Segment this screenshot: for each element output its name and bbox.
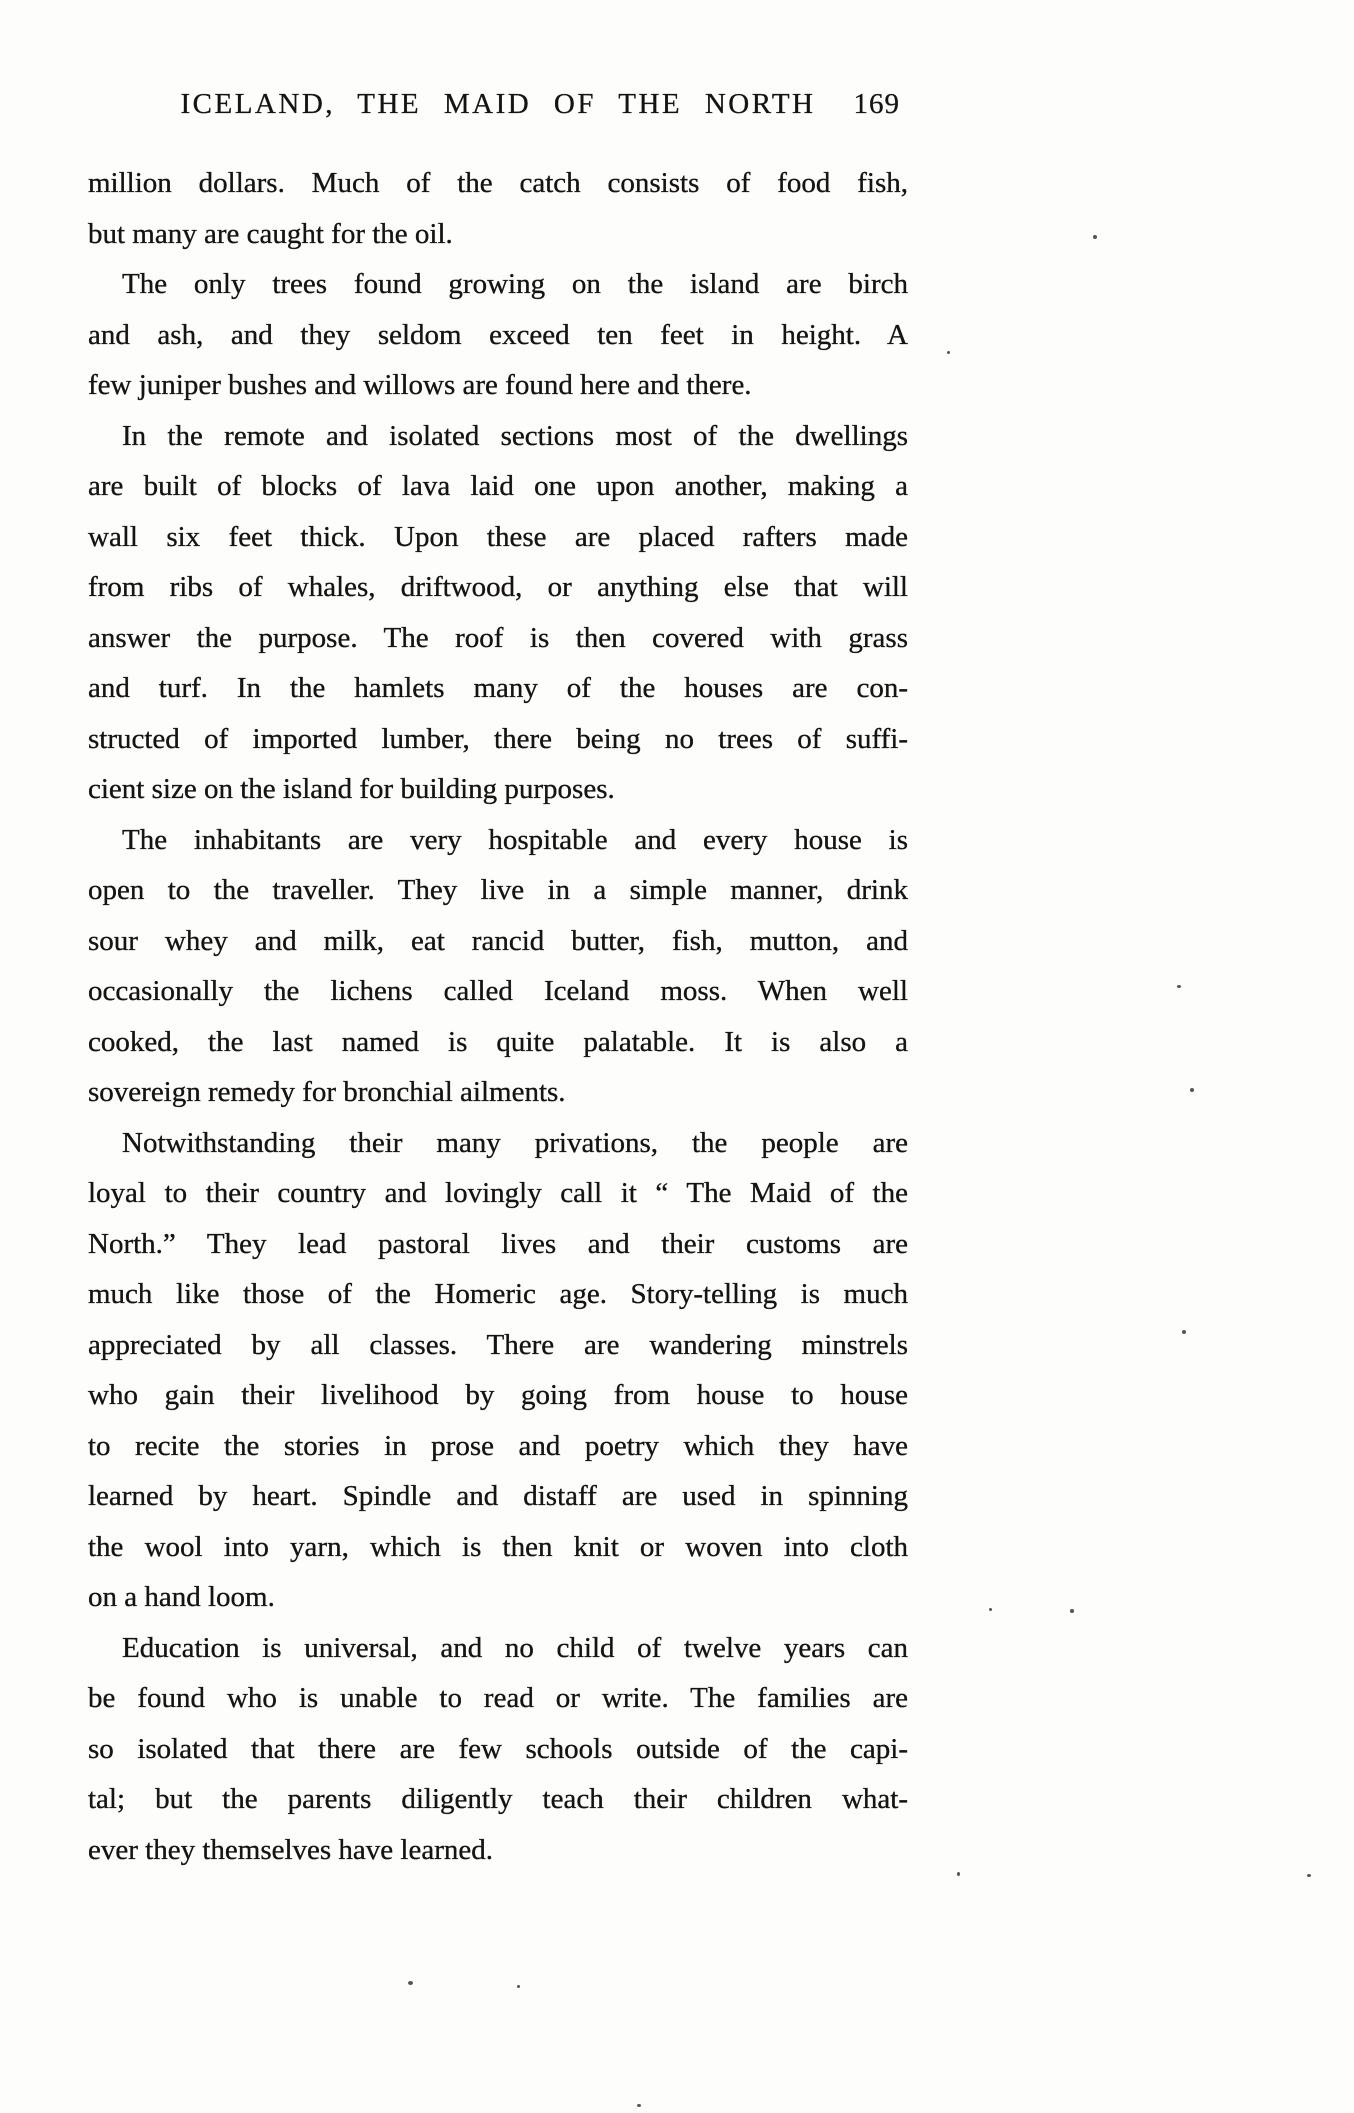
text-line: much like those of the Homeric age. Story-telling is much	[88, 1278, 908, 1310]
scan-speck	[1093, 235, 1097, 239]
text-line: who gain their livelihood by going from house to house	[88, 1379, 908, 1411]
text-line: appreciated by all classes. There are wandering minstrels	[88, 1328, 908, 1361]
scan-speck	[947, 351, 950, 354]
scan-speck	[1177, 985, 1181, 988]
text-line: million dollars. Much of the catch consists of food fish,	[88, 167, 908, 199]
scan-speck	[1182, 1330, 1186, 1334]
text-line: be found who is unable to read or write. The families are	[88, 1682, 908, 1714]
text-line: structed of imported lumber, there being no trees of suffi-	[88, 722, 908, 755]
scan-speck	[1307, 1874, 1311, 1877]
text-line: and ash, and they seldom exceed ten feet in height. A	[88, 318, 908, 351]
text-line: cient size on the island for building purposes.	[88, 773, 615, 805]
text-line: wall six feet thick. Upon these are placed rafters made	[88, 520, 908, 553]
scan-speck	[957, 1872, 960, 1876]
scan-speck	[989, 1608, 992, 1611]
text-line: to recite the stories in prose and poetry which they have	[88, 1429, 908, 1462]
text-line: sour whey and milk, eat rancid butter, fish, mutton, and	[88, 924, 908, 957]
text-line: and turf. In the hamlets many of the houses are con-	[88, 672, 908, 704]
text-line: are built of blocks of lava laid one upon another, making a	[88, 470, 908, 502]
text-line: so isolated that there are few schools outside of the capi-	[88, 1732, 908, 1765]
page-number: 169	[853, 88, 900, 120]
text-line: answer the purpose. The roof is then covered with grass	[88, 621, 908, 654]
text-line: The inhabitants are very hospitable and every house is	[122, 823, 908, 856]
scan-speck	[1190, 1088, 1194, 1092]
text-line: sovereign remedy for bronchial ailments.	[88, 1076, 566, 1108]
text-line: from ribs of whales, driftwood, or anything else that will	[88, 571, 908, 603]
text-line: loyal to their country and lovingly call it “ The Maid of the	[88, 1177, 908, 1209]
text-line: Notwithstanding their many privations, the people are	[122, 1126, 908, 1159]
text-line: occasionally the lichens called Iceland moss. When well	[88, 975, 908, 1007]
text-line: tal; but the parents diligently teach their children what-	[88, 1783, 908, 1815]
text-line: few juniper bushes and willows are found here and there.	[88, 369, 752, 401]
scan-speck	[637, 2104, 641, 2107]
text-line: learned by heart. Spindle and distaff are used in spinning	[88, 1480, 908, 1512]
scan-speck	[517, 1985, 520, 1988]
text-line: In the remote and isolated sections most of the dwellings	[122, 419, 908, 452]
text-line: open to the traveller. They live in a simple manner, drink	[88, 874, 908, 906]
scan-speck	[1070, 1609, 1074, 1613]
scan-speck	[408, 1981, 413, 1985]
body-text	[88, 158, 908, 1875]
text-line: on a hand loom.	[88, 1581, 275, 1613]
text-line: the wool into yarn, which is then knit or woven into cloth	[88, 1530, 908, 1563]
text-line: but many are caught for the oil.	[88, 217, 453, 250]
text-line: North.” They lead pastoral lives and their customs are	[88, 1227, 908, 1260]
text-line: The only trees found growing on the island are birch	[122, 268, 908, 300]
page-header	[88, 84, 908, 124]
text-line: ever they themselves have learned.	[88, 1833, 494, 1866]
text-line: Education is universal, and no child of twelve years can	[122, 1631, 908, 1664]
text-line: cooked, the last named is quite palatable. It is also a	[88, 1025, 908, 1058]
running-head-title: ICELAND, THE MAID OF THE NORTH	[180, 88, 816, 120]
